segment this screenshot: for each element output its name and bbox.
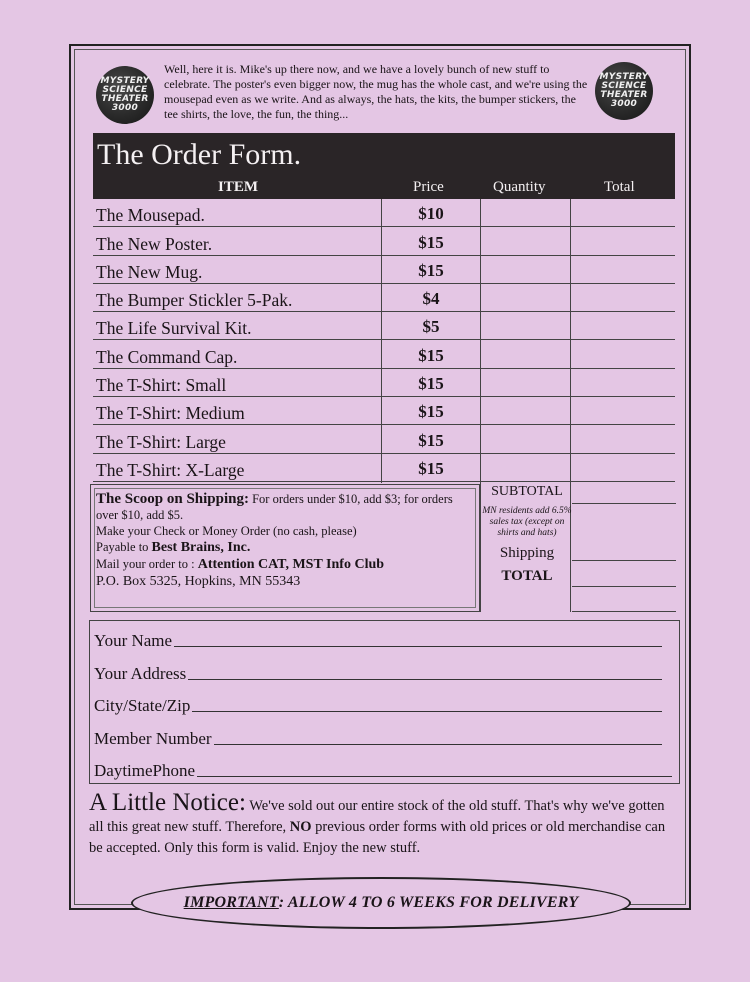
total-field[interactable] (571, 425, 675, 453)
shipping-info-box: The Scoop on Shipping: For orders under $10, add $3; for orders over $10, add $5. Make your Check or Money Order (no cash, please) Payable to Best Brains, Inc. Mail your order to : Attention CAT, MST Info Club P.O. Box 5325, Hopkins, MN 55343 (90, 484, 480, 612)
address-field[interactable] (94, 725, 662, 749)
total-field[interactable] (571, 199, 675, 227)
column-header-price: Price (413, 179, 444, 195)
field-label: DaytimePhone (94, 761, 196, 780)
item-name: The Life Survival Kit. (96, 318, 252, 339)
quantity-field[interactable] (481, 454, 570, 482)
item-price: $15 (418, 430, 444, 450)
payable-to: Best Brains, Inc. (151, 540, 251, 555)
delivery-time: : ALLOW 4 TO 6 WEEKS FOR DELIVERY (278, 894, 579, 911)
item-name: The New Poster. (96, 233, 213, 254)
field-line[interactable] (174, 645, 662, 647)
total-field[interactable] (571, 397, 675, 425)
item-name: The Command Cap. (96, 346, 238, 367)
total-field[interactable] (571, 369, 675, 397)
tax-field[interactable] (572, 560, 676, 561)
total-field[interactable] (571, 227, 675, 255)
quantity-field[interactable] (481, 340, 570, 368)
quantity-field[interactable] (481, 256, 570, 284)
shipping-rates: For orders under $10, add $3; for orders over $10, add $5. (96, 492, 453, 522)
order-row (93, 256, 675, 284)
order-row (93, 397, 675, 425)
field-line[interactable] (188, 678, 662, 680)
item-price: $15 (418, 232, 444, 252)
important-label: IMPORTANT (183, 894, 279, 911)
form-title: The Order Form. (97, 138, 302, 171)
shipping-label: Shipping (499, 545, 555, 561)
subtotal-field[interactable] (572, 503, 676, 504)
total-field[interactable] (571, 284, 675, 312)
order-table (93, 199, 675, 482)
item-price: $15 (418, 260, 444, 280)
quantity-field[interactable] (481, 425, 570, 453)
shipping-heading: The Scoop on Shipping: (96, 491, 249, 507)
quantity-field[interactable] (481, 227, 570, 255)
payment-instructions: Make your Check or Money Order (no cash, please) (96, 524, 357, 538)
order-row (93, 284, 675, 312)
address-box (89, 620, 680, 784)
total-field[interactable] (571, 340, 675, 368)
quantity-field[interactable] (481, 312, 570, 340)
divider-price (381, 199, 382, 483)
address-field[interactable] (94, 627, 662, 651)
field-label: Member Number (94, 728, 212, 748)
column-header-item: ITEM (218, 179, 259, 195)
item-price: $15 (418, 402, 444, 422)
order-row (93, 340, 675, 368)
quantity-field[interactable] (481, 369, 570, 397)
order-row (93, 369, 675, 397)
address-field[interactable] (94, 757, 672, 781)
field-line[interactable] (214, 743, 662, 745)
column-header-quantity: Quantity (493, 179, 546, 195)
item-price: $5 (422, 317, 440, 337)
total-field[interactable] (571, 256, 675, 284)
field-line[interactable] (192, 710, 662, 712)
order-row (93, 227, 675, 255)
notice-heading: A Little Notice: (89, 789, 246, 816)
total-label: TOTAL (501, 568, 553, 584)
total-field[interactable] (572, 611, 676, 612)
address-field[interactable] (94, 692, 662, 716)
address-field[interactable] (94, 660, 662, 684)
total-field[interactable] (571, 312, 675, 340)
order-row (93, 312, 675, 340)
field-label: Your Name (94, 631, 173, 650)
item-name: The T-Shirt: Small (96, 375, 227, 396)
totals-labels (482, 484, 572, 585)
intro-text: Well, here it is. Mike's up there now, and we have a lovely bunch of new stuff to celebrate. The poster's even bigger now, the mug has the whole cast, and we're using the mousepad even as we write. And as always, the hats, the kits, the bumper stickers, the tee shirts, the love, the fun, the thing... (164, 62, 588, 121)
item-price: $15 (418, 458, 444, 478)
subtotal-label: SUBTOTAL (491, 484, 563, 499)
quantity-field[interactable] (481, 199, 570, 227)
item-price: $15 (418, 345, 444, 365)
delivery-notice-banner (131, 877, 631, 929)
mst3k-logo-right: MYSTERY SCIENCE THEATER 3000 (595, 62, 653, 120)
item-price: $10 (418, 204, 444, 224)
quantity-field[interactable] (481, 284, 570, 312)
field-label: Your Address (94, 663, 187, 683)
item-name: The T-Shirt: Medium (96, 403, 245, 424)
notice-paragraph: A Little Notice: We've sold out our entire stock of the old stuff. That's why we've gotten all this great new stuff. Therefore, NO previous order forms with old prices or old merchandise can be accepted. Only this form is valid. Enjoy the new stuff. (89, 789, 666, 856)
order-row (93, 454, 675, 482)
item-name: The New Mug. (96, 261, 203, 282)
order-form-header (93, 133, 675, 199)
item-price: $4 (422, 289, 440, 309)
field-label: City/State/Zip (94, 696, 191, 715)
column-header-total: Total (604, 179, 635, 195)
item-name: The Bumper Stickler 5-Pak. (96, 290, 293, 311)
sales-tax-note: MN residents add 6.5% sales tax (except on shirts and hats) (482, 506, 572, 538)
order-row (93, 425, 675, 453)
mailing-address: P.O. Box 5325, Hopkins, MN 55343 (96, 574, 301, 589)
item-name: The T-Shirt: Large (96, 431, 226, 452)
shipping-field[interactable] (572, 586, 676, 587)
divider-quantity (480, 199, 481, 612)
mst3k-logo-left: MYSTERY SCIENCE THEATER 3000 (96, 66, 154, 124)
quantity-field[interactable] (481, 397, 570, 425)
total-field[interactable] (571, 454, 675, 482)
field-line[interactable] (197, 775, 672, 777)
item-price: $15 (418, 374, 444, 394)
mail-to: Attention CAT, MST Info Club (197, 557, 385, 572)
order-row (93, 199, 675, 227)
item-name: The T-Shirt: X-Large (96, 459, 245, 480)
item-name: The Mousepad. (96, 205, 205, 226)
